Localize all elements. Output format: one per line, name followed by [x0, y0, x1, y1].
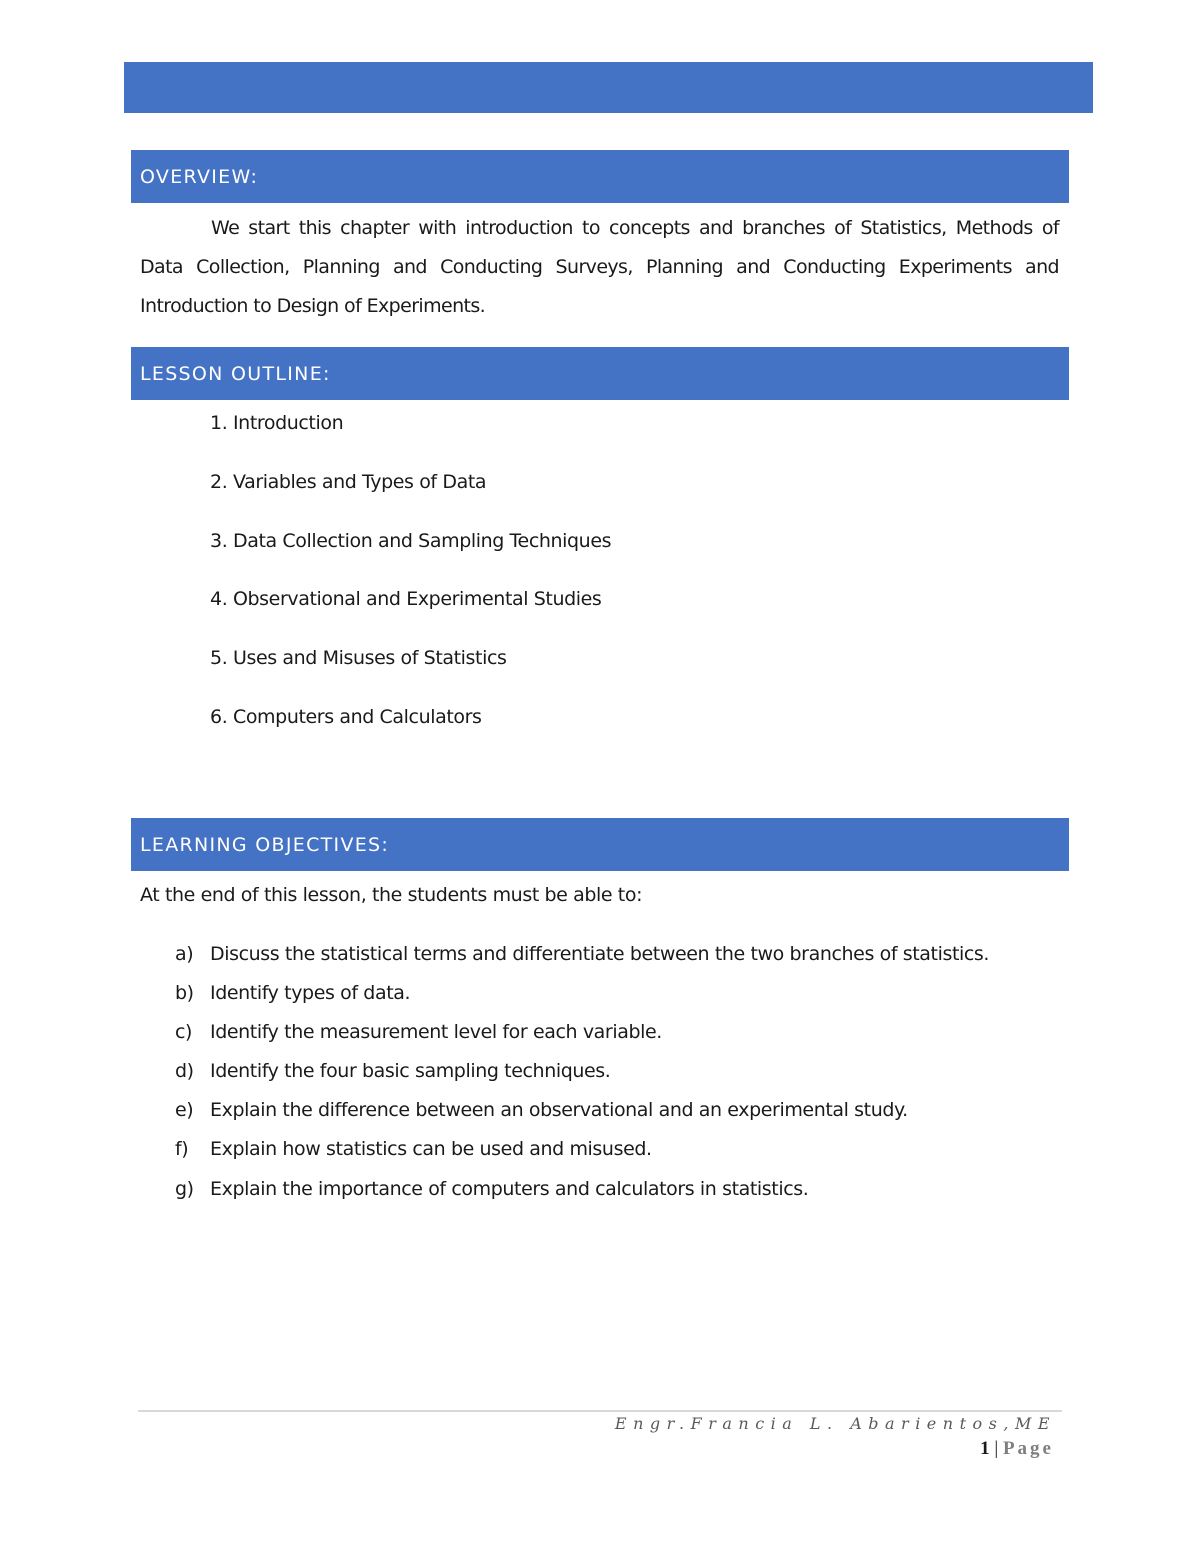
- objective-text: Discuss the statistical terms and differentiate between the two branches of statistics.: [210, 943, 990, 965]
- outline-item: 1. Introduction: [210, 412, 344, 434]
- overview-paragraph: We start this chapter with introduction to concepts and branches of Statistics, Methods of Data Collection, Planning and Conducting Surveys, Planning and Conducting Experiments and Introduction to Design of Experiments.: [140, 217, 1059, 317]
- objective-text: Explain the importance of computers and calculators in statistics.: [210, 1177, 809, 1200]
- objective-item: [175, 1052, 989, 1091]
- page-number: 1: [980, 1438, 990, 1459]
- objective-item: [175, 1130, 989, 1169]
- objective-text: Explain the difference between an observational and an experimental study.: [210, 1099, 908, 1122]
- footer-author: Engr.Francia L. Abarientos,ME: [614, 1414, 1056, 1433]
- objective-text: Identify the measurement level for each variable.: [210, 1021, 662, 1044]
- outline-item: 2. Variables and Types of Data: [210, 470, 487, 493]
- footer-divider: [138, 1410, 1062, 1412]
- objective-marker: b): [175, 982, 194, 1005]
- learning-objectives-header-bar: [131, 818, 1069, 871]
- learning-objectives-list: [175, 935, 989, 1209]
- objective-item: [175, 935, 989, 974]
- objective-marker: g): [175, 1177, 194, 1200]
- top-banner: [124, 62, 1093, 113]
- objective-marker: f): [175, 1138, 189, 1161]
- objective-item: [175, 974, 989, 1013]
- objective-text: Identify the four basic sampling techniques.: [210, 1060, 611, 1083]
- objectives-lead-text: At the end of this lesson, the students must be able to:: [140, 884, 643, 906]
- lesson-outline-header-bar: [131, 347, 1069, 400]
- objective-text: Explain how statistics can be used and misused.: [210, 1138, 652, 1161]
- outline-item: 5. Uses and Misuses of Statistics: [210, 647, 507, 670]
- objective-item: [175, 1170, 989, 1209]
- objective-item: [175, 1013, 989, 1052]
- lesson-outline-list: [210, 404, 611, 757]
- outline-item: 6. Computers and Calculators: [210, 705, 482, 728]
- objective-marker: d): [175, 1060, 194, 1083]
- objective-marker: a): [175, 943, 194, 965]
- outline-item: 3. Data Collection and Sampling Techniques: [210, 529, 612, 552]
- objective-text: Identify types of data.: [210, 982, 411, 1005]
- objective-marker: c): [175, 1021, 193, 1044]
- objective-marker: e): [175, 1099, 194, 1122]
- lesson-outline-heading: LESSON OUTLINE:: [140, 362, 331, 385]
- overview-header-bar: [131, 150, 1069, 203]
- footer-page-number: [980, 1438, 1054, 1460]
- objective-item: [175, 1091, 989, 1130]
- page-separator: |: [994, 1438, 999, 1459]
- overview-heading: OVERVIEW:: [140, 165, 259, 188]
- outline-item: 4. Observational and Experimental Studies: [210, 588, 602, 611]
- page-label: Page: [1002, 1438, 1054, 1459]
- learning-objectives-heading: LEARNING OBJECTIVES:: [140, 833, 390, 856]
